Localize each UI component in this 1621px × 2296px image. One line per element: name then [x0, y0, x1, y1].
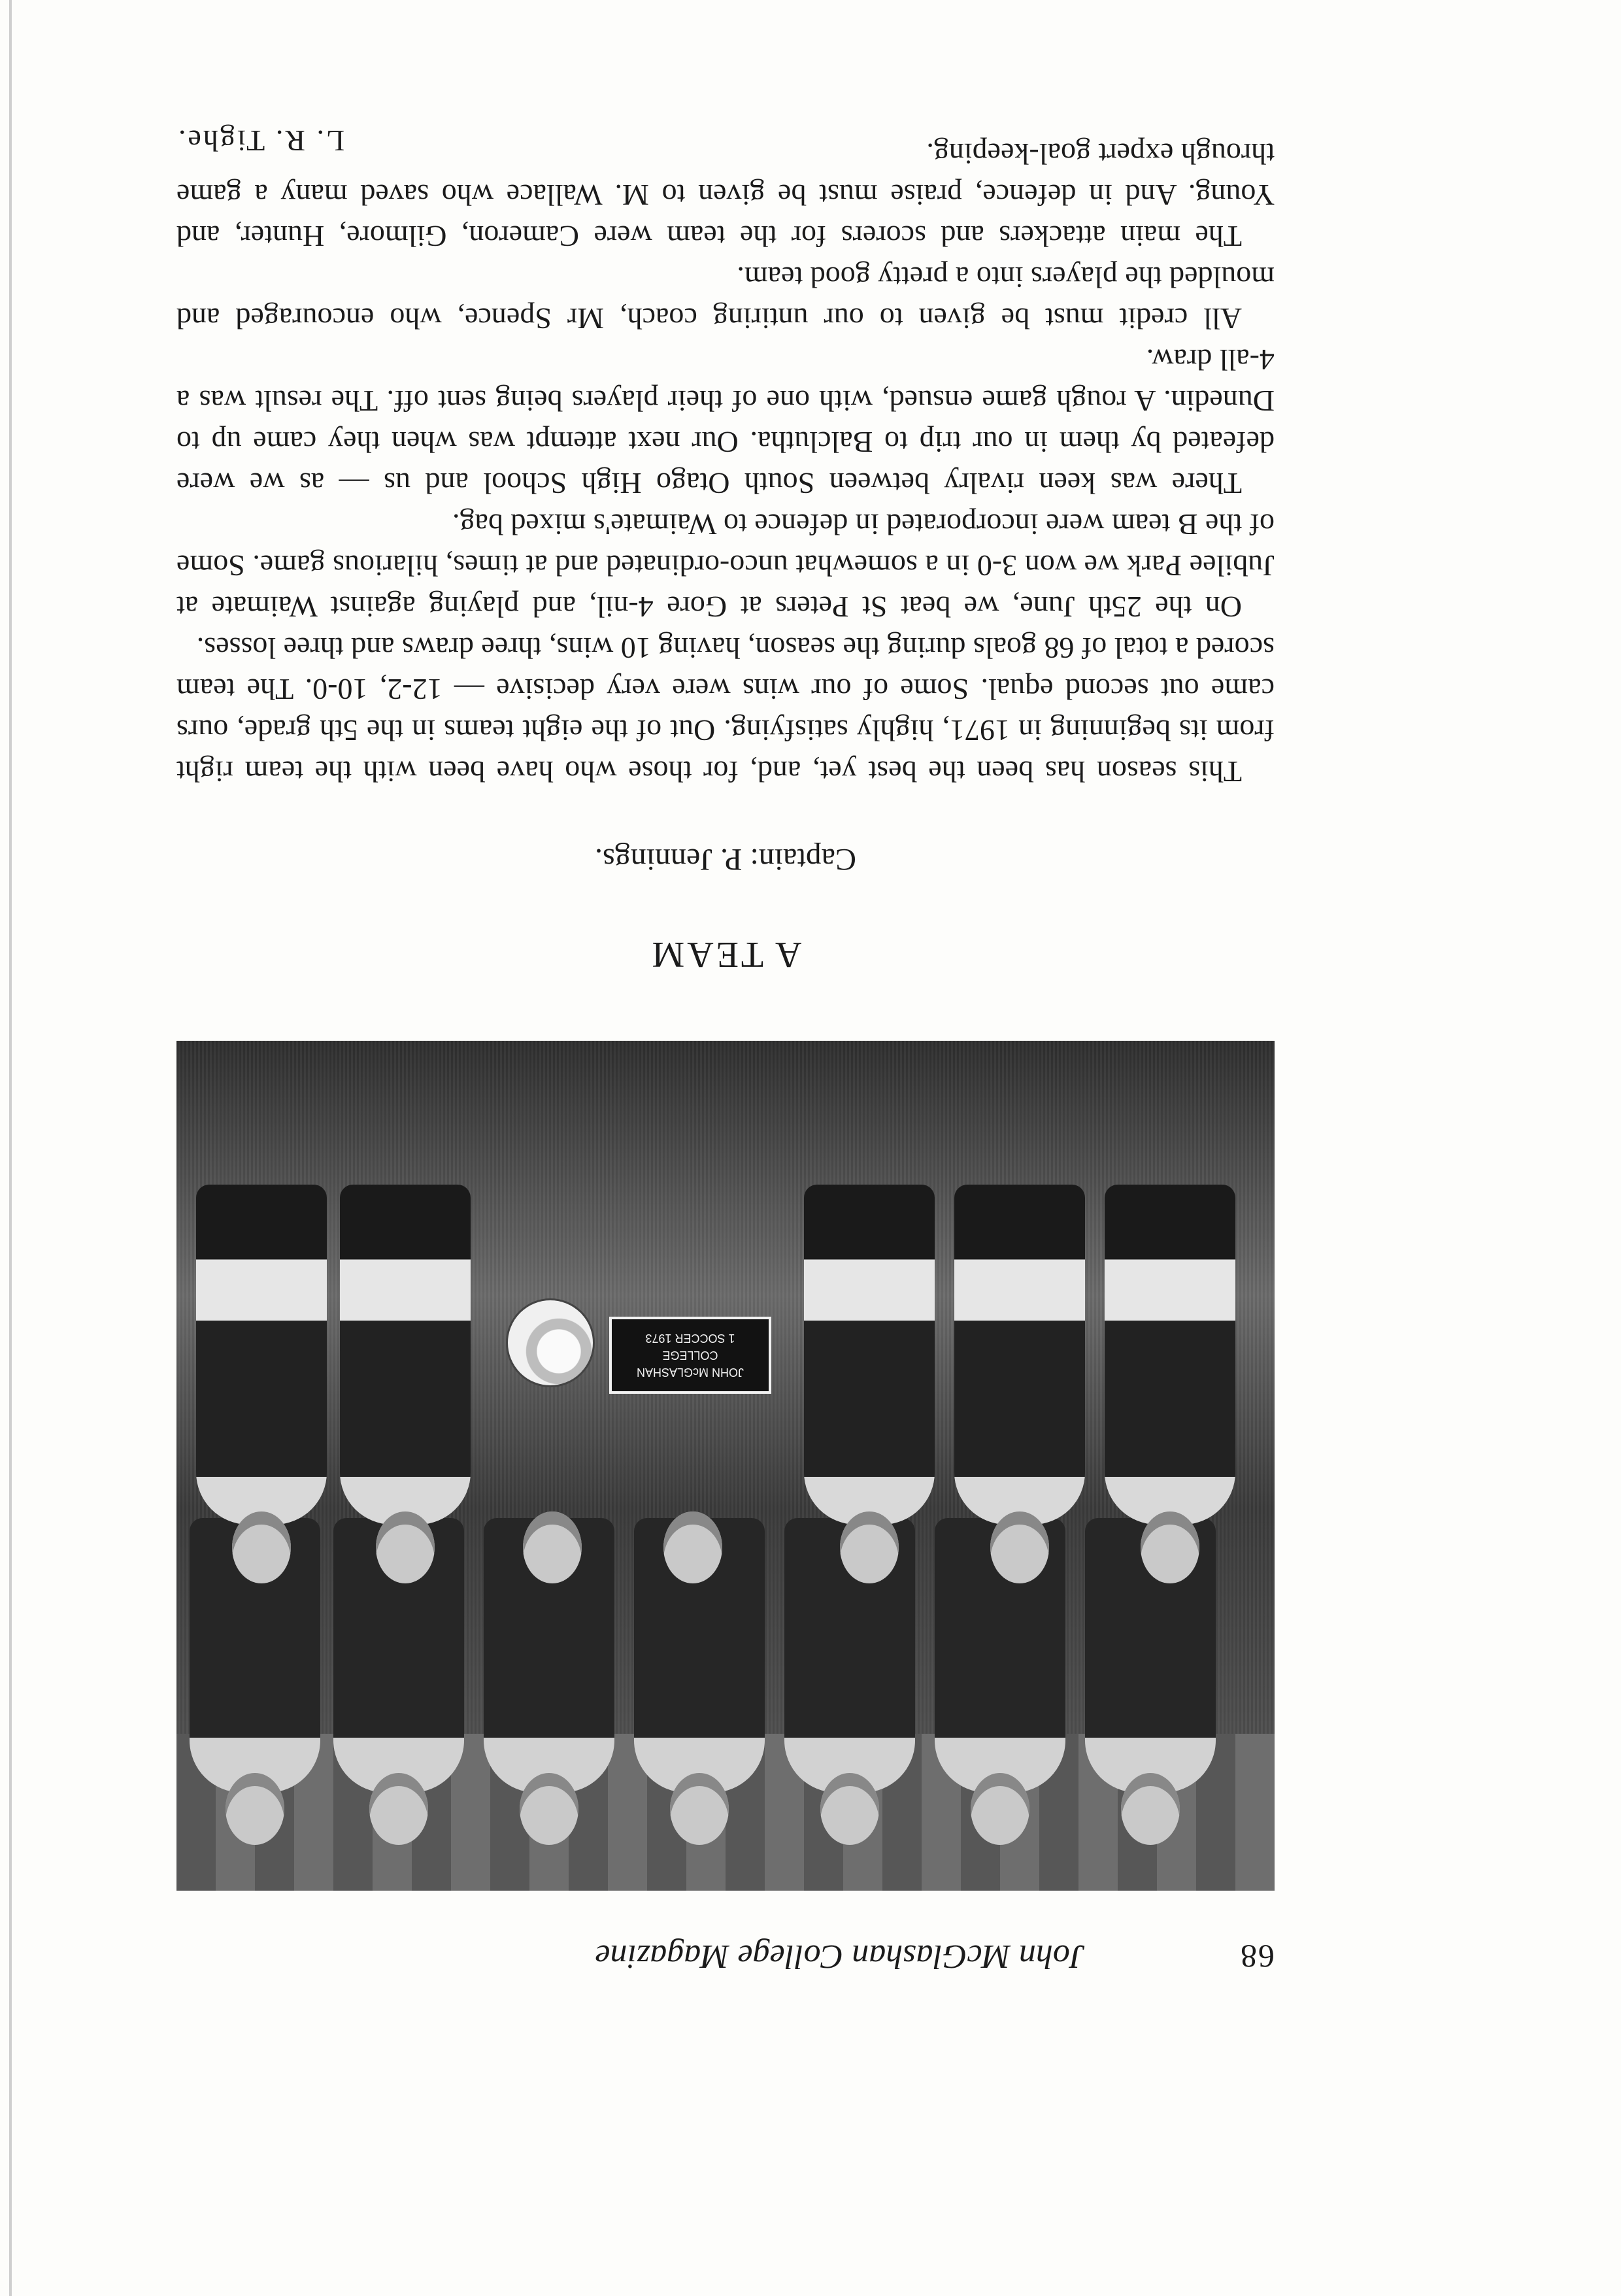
player-head — [520, 1773, 578, 1845]
running-title: John McGlashan College Magazine — [595, 1938, 1085, 1975]
team-sign-board — [609, 1317, 771, 1394]
player-head — [376, 1511, 435, 1583]
player-head — [840, 1511, 899, 1583]
article-paragraph: The main attackers and scorers for the team were Cameron, Gilmore, Hunter, and Young. And in defence, praise must be given to M. Wallace who saved many a game through expert goal-keeping. — [176, 137, 1275, 253]
page-header — [176, 1930, 1275, 1976]
player-head — [990, 1511, 1049, 1583]
article-paragraph: There was keen rivalry between South Otago High School and us — as we were defeated by them in our trip to Balclutha. Our next attempt was when they came up to Dunedin. A rough game ensued, with one of their players being sent off. The result was a 4-all draw. — [176, 343, 1275, 500]
player-figure — [1105, 1185, 1235, 1525]
player-head — [226, 1773, 284, 1845]
article-paragraph: On the 25th June, we beat St Peters at Gore 4-nil, and playing against Waimate at Jubilee Park we won 3-0 in a somewhat unco-ordinated and at times, hilarious game. Some of the B team were incorporated in defence to Waimate's mixed bag. — [176, 508, 1275, 624]
player-head — [369, 1773, 428, 1845]
player-figure — [196, 1185, 327, 1525]
player-head — [523, 1511, 582, 1583]
article-paragraph: This season has been the best yet, and, for those who have been with the team right from its beginning in 1971, highly satisfying. Out of the eight teams in the 5th grade, ours came out second equal. Some of our wins were very decisive — 12-2, 10-0. The team scored a total of 68 goals during the season, having 10 wins, three draws and three losses. — [176, 632, 1275, 788]
article-paragraph: All credit must be given to our untiring coach, Mr Spence, who encouraged and moulded the players into a pretty good team. — [176, 261, 1275, 335]
player-head — [1121, 1773, 1180, 1845]
captain-line: Captain: P. Jennings. — [595, 842, 857, 877]
player-head — [663, 1511, 722, 1583]
sign-line: COLLEGE — [662, 1349, 718, 1362]
player-figure — [954, 1185, 1085, 1525]
player-head — [670, 1773, 729, 1845]
author-signature: L. R. Tighe. — [176, 124, 345, 158]
sign-line: 1 SOCCER 1973 — [645, 1332, 735, 1345]
sign-line: JOHN McGLASHAN — [636, 1366, 744, 1379]
player-head — [1141, 1511, 1199, 1583]
player-figure — [340, 1185, 471, 1525]
article-body — [176, 133, 1275, 792]
player-head — [232, 1511, 291, 1583]
player-head — [971, 1773, 1029, 1845]
player-head — [820, 1773, 879, 1845]
soccer-ball — [506, 1298, 595, 1387]
section-heading: A TEAM — [649, 934, 802, 975]
player-figure — [804, 1185, 935, 1525]
team-photograph — [176, 1041, 1275, 1891]
page-number: 68 — [1239, 1938, 1275, 1975]
binding-edge — [9, 0, 12, 2296]
